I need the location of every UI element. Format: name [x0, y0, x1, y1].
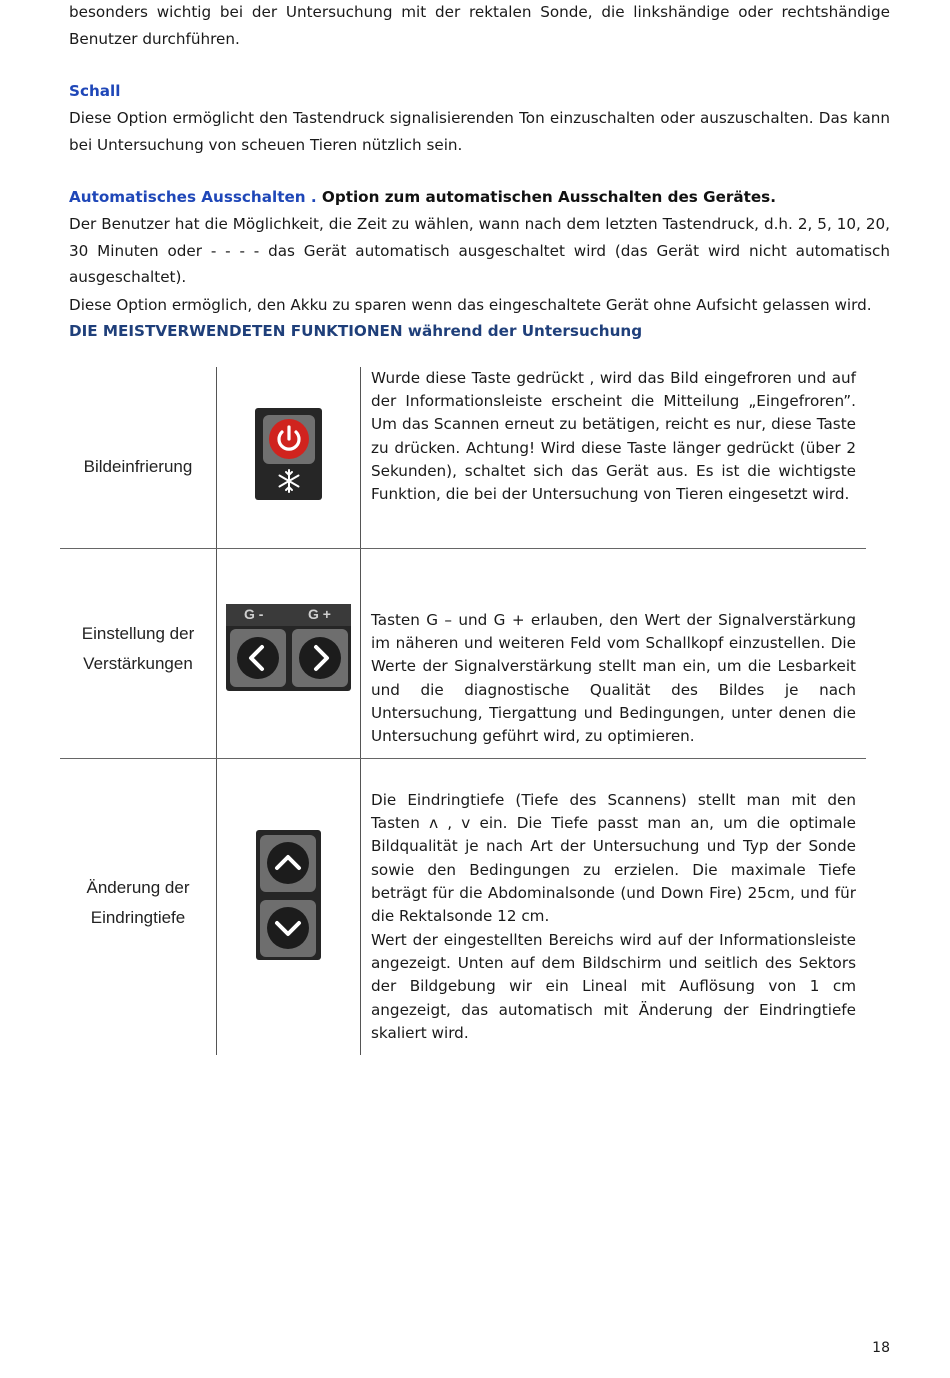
schall-text: Diese Option ermöglicht den Tastendruck signalisierenden Ton einzuschalten oder auszuschalten. Das kann bei Untersuchung von scheuen Tieren nützlich sein.	[69, 109, 890, 154]
row-label-freeze: Bildeinfrierung	[83, 457, 193, 476]
row-description-gain: Tasten G – und G + erlauben, den Wert der Signalverstärkung im näheren und weiteren Feld vom Schallkopf einzustellen. Die Werte der Signalverstärkung stellt man ein, um die Lesbarkeit und die diagnostische Qualität des Bildes je nach Untersuchung, Tiergattung und Bedingungen, unter denen die Untersuchung geführt wird, zu optimieren.	[371, 611, 856, 746]
power-freeze-keys-icon	[255, 408, 322, 500]
chevron-down-icon	[260, 900, 316, 957]
depth-desc-part-a: Die Eindringtiefe (Tiefe des Scannens) stellt man mit den Tasten	[371, 791, 856, 833]
intro-paragraph: besonders wichtig bei der Untersuchung mit der rektalen Sonde, die linkshändige oder rechtshändige Benutzer durchführen.	[69, 3, 890, 48]
snowflake-icon	[276, 468, 302, 494]
row-label-gain-line2: Verstärkungen	[83, 654, 193, 673]
chevron-left-icon	[230, 629, 286, 687]
gain-plus-key	[292, 629, 348, 687]
table-divider-left	[216, 367, 217, 1055]
row-description-freeze: Wurde diese Taste gedrückt , wird das Bild eingefroren und auf der Informationsleiste erscheint die Mitteilung „Eingefroren”. Um das Scannen erneut zu betätigen, reicht es nur, diese Taste zu drücken. Achtung! Wird diese Taste länger gedrückt (über 2 Sekunden), schaltet sich das Gerät aus. Es ist die wichtigste Funktion, die bei der Untersuchung von Tieren eingesetzt wird.	[371, 369, 856, 504]
gain-minus-label: G -	[244, 606, 264, 622]
chevron-right-icon	[292, 629, 348, 687]
gain-keys-icon	[226, 604, 351, 691]
row-label-depth	[60, 873, 216, 933]
auto-off-heading	[69, 184, 890, 211]
page-number: 18	[872, 1340, 890, 1356]
depth-down-key	[260, 900, 316, 957]
table-divider-right	[360, 367, 361, 1055]
auto-off-text-2: Diese Option ermöglich, den Akku zu sparen wenn das eingeschaltete Gerät ohne Aufsicht gelassen wird.	[69, 296, 872, 314]
section-title: DIE MEISTVERWENDETEN FUNKTIONEN während der Untersuchung	[69, 322, 643, 340]
depth-up-key	[260, 835, 316, 892]
schall-heading: Schall	[69, 82, 121, 100]
row-label-gain	[60, 619, 216, 679]
row-label-depth-line1: Änderung der	[86, 878, 190, 897]
table-row-separator-2	[60, 758, 866, 759]
table-row-separator-1	[60, 548, 866, 549]
row-description-depth	[371, 789, 856, 928]
depth-keys-icon	[256, 830, 321, 960]
row-label-depth-line2: Eindringtiefe	[90, 908, 186, 927]
power-key	[263, 415, 315, 464]
depth-desc-symbols: ʌ , ᴠ	[419, 814, 480, 833]
auto-off-heading-blue: Automatisches Ausschalten .	[69, 188, 317, 206]
auto-off-heading-bold: Option zum automatischen Ausschalten des Gerätes.	[316, 188, 776, 206]
gain-plus-label: G +	[308, 606, 331, 622]
row-description-depth-2: Wert der eingestellten Bereichs wird auf der Informationsleiste angezeigt. Unten auf dem Bildschirm und seitlich des Sektors der Bildgebung wir ein Lineal mit Auflösung von 1 cm angezeigt, das automatisch mit Änderung der Eindringtiefe skaliert wird.	[371, 931, 856, 1042]
power-icon	[263, 415, 315, 464]
depth-desc-part-b: ein. Die Tiefe passt man an, um die optimale Bildqualität je nach Art der Untersuchung und Typ der Sonde sowie den Bedingungen zu erzielen. Die maximale Tiefe beträgt für die Abdominalsonde (und Down Fire) 25cm, und für die Rektalsonde 12 cm.	[371, 814, 856, 926]
row-label-gain-line1: Einstellung der	[81, 624, 195, 643]
auto-off-text: Der Benutzer hat die Möglichkeit, die Zeit zu wählen, wann nach dem letzten Tastendruck, d.h. 2, 5, 10, 20, 30 Minuten oder - - - - das Gerät automatisch ausgeschaltet wird (das Gerät wird nicht automatisch ausgeschaltet).	[69, 215, 890, 286]
gain-minus-key	[230, 629, 286, 687]
chevron-up-icon	[260, 835, 316, 892]
